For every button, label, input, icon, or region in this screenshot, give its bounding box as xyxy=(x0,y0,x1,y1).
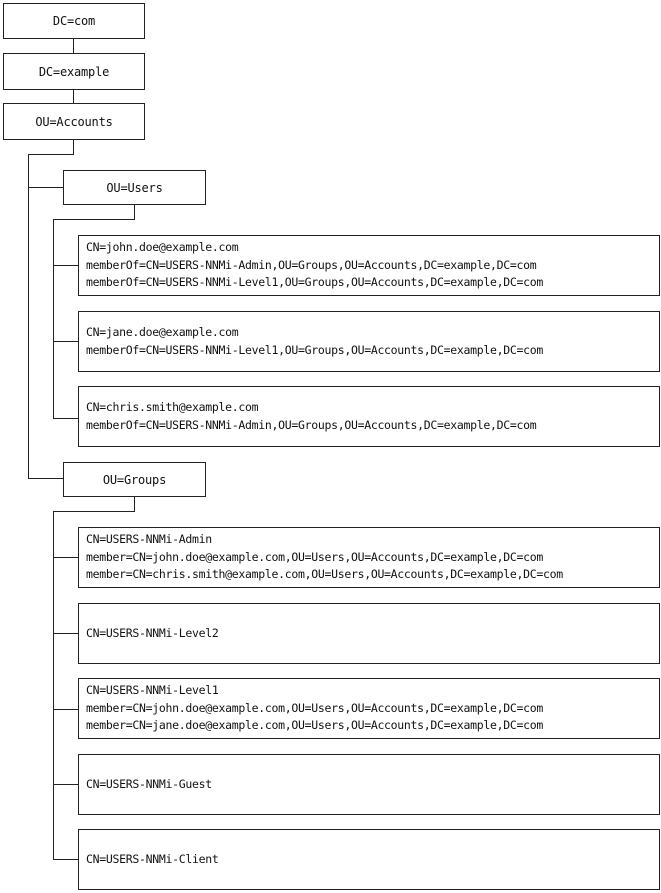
connector xyxy=(53,418,79,419)
user-entry-jane-doe xyxy=(78,311,660,372)
connector xyxy=(28,154,74,155)
connector xyxy=(53,709,79,710)
connector xyxy=(73,139,74,155)
entry-cn: CN=jane.doe@example.com xyxy=(86,325,239,339)
entry-cn: CN=john.doe@example.com xyxy=(86,240,239,255)
entry-attr: member=CN=chris.smith@example.com,OU=Users,OU=Accounts,DC=example,DC=com xyxy=(86,567,563,582)
node-ou-users xyxy=(63,170,206,205)
group-entry-client xyxy=(78,829,660,890)
entry-attr: memberOf=CN=USERS-NNMi-Level1,OU=Groups,OU=Accounts,DC=example,DC=com xyxy=(86,342,544,357)
entry-cn: CN=USERS-NNMi-Guest xyxy=(86,776,212,791)
node-label: OU=Groups xyxy=(102,472,167,487)
connector xyxy=(28,478,64,479)
trunk-users xyxy=(53,219,54,419)
entry-attr: memberOf=CN=USERS-NNMi-Level1,OU=Groups,OU=Accounts,DC=example,DC=com xyxy=(86,275,544,290)
connector xyxy=(73,38,74,54)
entry-cn: CN=USERS-NNMi-Client xyxy=(86,851,219,866)
entry-cn: CN=USERS-NNMi-Admin xyxy=(86,532,212,547)
connector xyxy=(53,633,79,634)
group-entry-level2 xyxy=(78,603,660,664)
connector xyxy=(53,219,135,220)
node-label: OU=Accounts xyxy=(35,114,113,129)
user-entry-chris-smith xyxy=(78,386,660,447)
connector xyxy=(53,341,79,342)
entry-cn: CN=chris.smith@example.com xyxy=(86,400,259,414)
group-entry-admin xyxy=(78,527,660,588)
group-entry-level1 xyxy=(78,678,660,739)
group-entry-guest xyxy=(78,754,660,815)
connector xyxy=(53,859,79,860)
node-label: OU=Users xyxy=(106,180,163,195)
entry-attr: memberOf=CN=USERS-NNMi-Admin,OU=Groups,OU=Accounts,DC=example,DC=com xyxy=(86,417,537,432)
entry-attr: member=CN=john.doe@example.com,OU=Users,OU=Accounts,DC=example,DC=com xyxy=(86,549,544,564)
entry-cn: CN=USERS-NNMi-Level2 xyxy=(86,625,219,640)
node-dc-example xyxy=(3,53,145,90)
entry-cn: CN=USERS-NNMi-Level1 xyxy=(86,683,219,698)
trunk-groups xyxy=(53,511,54,860)
connector xyxy=(73,89,74,104)
connector xyxy=(28,187,64,188)
connector xyxy=(53,265,79,266)
trunk-accounts xyxy=(28,154,29,479)
connector xyxy=(53,511,135,512)
connector xyxy=(134,496,135,512)
entry-attr: member=CN=john.doe@example.com,OU=Users,OU=Accounts,DC=example,DC=com xyxy=(86,700,544,715)
connector xyxy=(53,784,79,785)
connector xyxy=(134,204,135,220)
node-ou-accounts xyxy=(3,103,145,140)
node-label: DC=com xyxy=(52,14,96,28)
node-ou-groups xyxy=(63,462,206,497)
node-label: DC=example xyxy=(38,64,110,79)
connector xyxy=(53,557,79,558)
entry-attr: memberOf=CN=USERS-NNMi-Admin,OU=Groups,OU=Accounts,DC=example,DC=com xyxy=(86,257,537,272)
user-entry-john-doe xyxy=(78,235,660,296)
entry-attr: member=CN=jane.doe@example.com,OU=Users,OU=Accounts,DC=example,DC=com xyxy=(86,718,544,733)
node-dc-com xyxy=(3,3,145,39)
